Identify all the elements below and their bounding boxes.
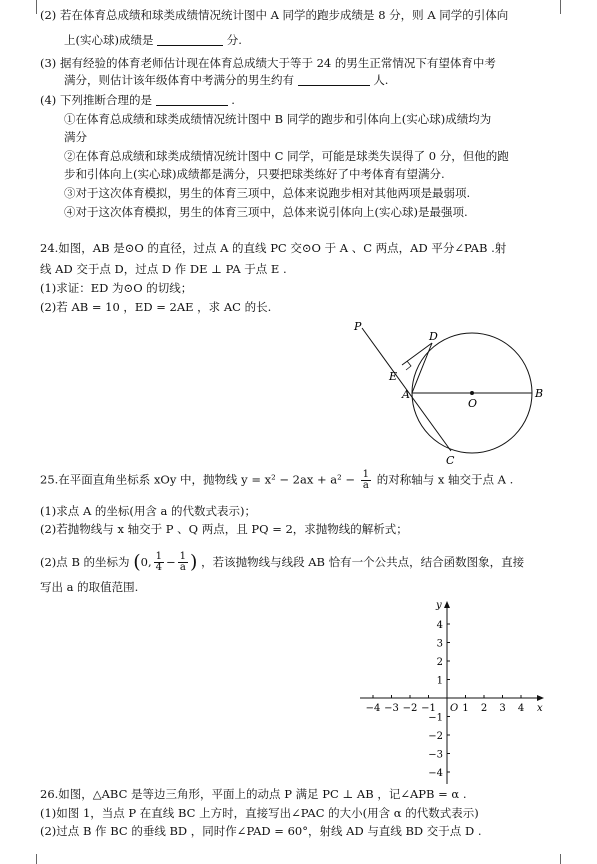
y-axis-arrow xyxy=(444,601,450,608)
q24-stem-line1: 24.如图，AB 是⊙O 的直径，过点 A 的直线 PC 交⊙O 于 A 、C 两点，AD 平分∠PAB .射 xyxy=(40,241,507,255)
center-point-o xyxy=(470,391,474,395)
x-tick-label: −3 xyxy=(384,703,399,714)
x-tick-label: −4 xyxy=(365,703,381,714)
q26-part2: (2)过点 B 作 BC 的垂线 BD ，同时作∠PAD = 60°，射线 AD 与直线 BD 交于点 D . xyxy=(40,824,482,838)
label-p: P xyxy=(354,320,362,333)
x-tick-label: 4 xyxy=(517,703,525,714)
q25-part3-text: (2)点 B 的坐标为 xyxy=(40,554,130,569)
q23-part2-line1: (2) 若在体育总成绩和球类成绩情况统计图中 A 同学的跑步成绩是 8 分，则 A 同学的引体向 xyxy=(40,8,509,22)
q23-part4 xyxy=(40,93,567,109)
q25-part1: (1)求点 A 的坐标(用含 a 的代数式表示)； xyxy=(40,504,257,518)
paren-open: ( xyxy=(133,551,141,573)
label-d: D xyxy=(429,330,438,343)
q23-part2-text: 上(实心球)成绩是 xyxy=(64,33,154,47)
q25-part2: (2)若抛物线与 x 轴交于 P 、Q 两点，且 PQ = 2，求抛物线的解析式； xyxy=(40,522,408,536)
crop-mark-bottom-left xyxy=(22,854,37,864)
fraction-denominator: a xyxy=(179,562,186,574)
q25-part3-line1 xyxy=(40,550,567,576)
q24-stem-line2: 线 AD 交于点 D，过点 D 作 DE ⊥ PA 于点 E . xyxy=(40,262,287,276)
x-tick-label: −2 xyxy=(402,703,418,714)
q23-option1-line2: 满分 xyxy=(64,130,87,144)
point-b-x: 0, xyxy=(140,554,152,569)
q24-part1: (1)求证：ED 为⊙O 的切线； xyxy=(40,281,193,295)
q23-option1-line1: ①在体育总成绩和球类成绩情况统计图中 B 同学的跑步和引体向上(实心球)成绩均为 xyxy=(64,112,492,126)
q23-part3-line1: (3) 据有经验的体育老师估计现在体育总成绩大于等于 24 的男生正常情况下有望体育中考 xyxy=(40,56,496,70)
q23-part3-unit: 人. xyxy=(373,73,389,87)
q25-coordinate-grid xyxy=(355,598,550,788)
y-tick-label: −3 xyxy=(428,749,443,761)
q23-part3-text: 满分，则估计该年级体育中考满分的男生约有 xyxy=(64,73,294,87)
q26-stem: 26.如图，△ABC 是等边三角形，平面上的动点 P 满足 PC ⊥ AB ，记∠APB = α . xyxy=(40,787,467,801)
y-tick-label: −1 xyxy=(428,712,443,724)
fraction-denominator: 4 xyxy=(155,562,162,574)
y-axis-label: y xyxy=(436,600,442,611)
origin-label: O xyxy=(450,703,459,714)
q23-part2-unit: 分. xyxy=(226,33,242,47)
q26-part1: (1)如图 1，当点 P 在直线 BC 上方时，直接写出∠PAC 的大小(用含 α 的代数式表示) xyxy=(40,806,479,820)
x-tick-label: 1 xyxy=(462,703,469,714)
label-c: C xyxy=(446,454,455,467)
y-tick-label: 1 xyxy=(436,675,443,687)
q23-option4: ④对于这次体育模拟，男生的体育三项中，总体来说引体向上(实心球)是最强项. xyxy=(64,205,468,219)
x-axis-label: x xyxy=(537,703,543,714)
q23-part3-line2 xyxy=(64,73,567,89)
y-tick-label: 2 xyxy=(436,657,443,668)
q25-part3-text-end: ，若该抛物线与线段 AB 恰有一个公共点，结合函数图象，直接 xyxy=(201,554,525,569)
label-a: A xyxy=(402,388,410,401)
fraction-numerator: 1 xyxy=(362,469,370,480)
y-tick-label: −4 xyxy=(428,768,443,779)
label-o: O xyxy=(468,397,478,410)
q23-option2-line1: ②在体育总成绩和球类成绩情况统计图中 C 同学，可能是球类失误得了 0 分，但他的跑 xyxy=(64,149,509,163)
fraction-numerator: 1 xyxy=(155,551,162,563)
right-angle-mark xyxy=(406,361,411,370)
x-tick-label: 3 xyxy=(499,703,506,714)
answer-blank xyxy=(157,34,223,46)
fraction-denominator: a xyxy=(362,480,369,491)
y-tick-label: 4 xyxy=(436,620,443,631)
x-tick-label: −1 xyxy=(421,703,436,714)
crop-mark-bottom-right xyxy=(560,854,575,864)
x-axis-arrow xyxy=(537,695,544,701)
x-tick-label: 2 xyxy=(480,703,488,714)
q25-stem-end: 的对称轴与 x 轴交于点 A . xyxy=(376,472,514,487)
fraction-1-over-a xyxy=(361,470,371,491)
y-tick-label: −2 xyxy=(428,731,443,742)
minus-sign: − xyxy=(166,554,176,569)
fraction-numerator: 1 xyxy=(179,551,187,563)
q23-part2-line2 xyxy=(64,33,567,49)
label-e: E xyxy=(389,370,398,383)
answer-blank xyxy=(298,74,370,86)
q25-part3-line2: 写出 a 的取值范围. xyxy=(40,580,139,594)
q23-option3: ③对于这次体育模拟，男生的体育三项中，总体来说跑步相对其他两项是最弱项. xyxy=(64,186,471,200)
crop-mark-top-left xyxy=(22,0,37,14)
y-tick-label: 3 xyxy=(436,638,443,650)
q25-stem-text: 25.在平面直角坐标系 xOy 中，抛物线 y = x² − 2ax + a² − xyxy=(40,472,356,487)
paren-close: ) xyxy=(190,551,198,573)
answer-blank xyxy=(156,94,228,106)
label-b: B xyxy=(535,387,544,400)
q25-stem xyxy=(40,470,567,491)
q23-option2-line2: 步和引体向上(实心球)成绩都是满分，只要把球类练好了中考体育有望满分. xyxy=(64,167,445,181)
q24-circle-figure xyxy=(345,318,555,468)
fraction-1-over-4 xyxy=(154,552,164,573)
fraction-1-over-a xyxy=(178,552,188,573)
q23-part4-text: (4) 下列推断合理的是 xyxy=(40,93,152,107)
q24-part2: (2)若 AB = 10 ，ED = 2AE ，求 AC 的长. xyxy=(40,300,272,314)
q23-part4-end: . xyxy=(231,93,235,107)
